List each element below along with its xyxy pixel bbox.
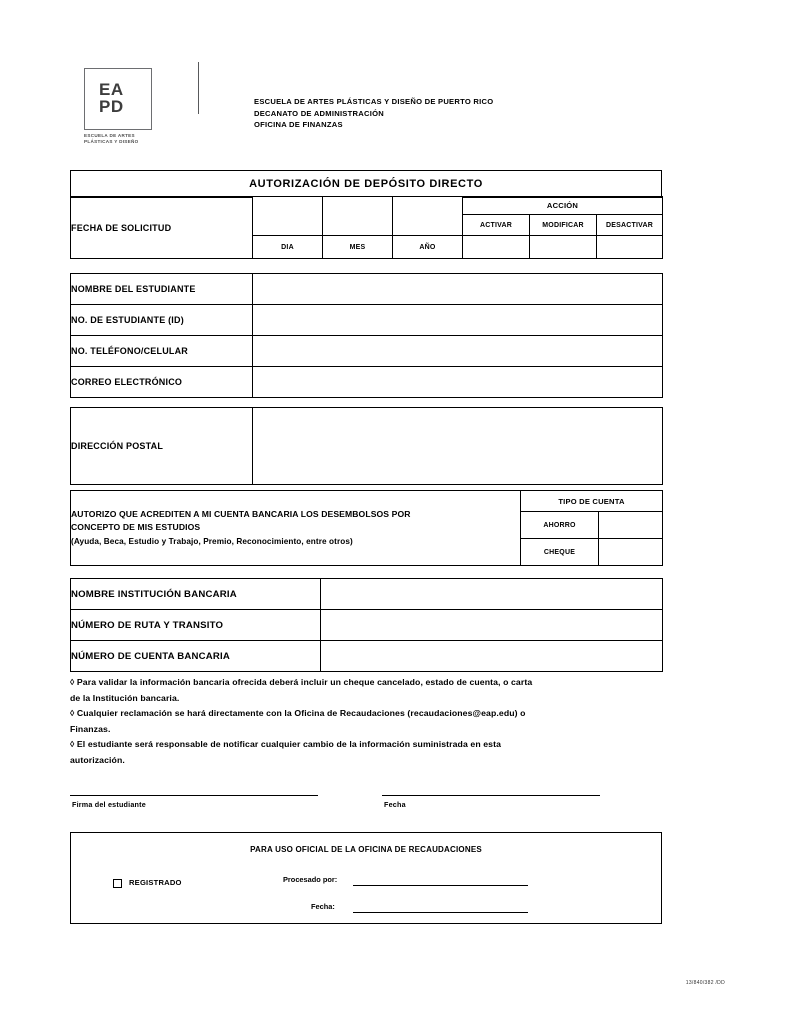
table-row — [71, 336, 663, 367]
table-row — [71, 305, 663, 336]
registrado-checkbox[interactable] — [113, 879, 122, 888]
year-input[interactable] — [393, 197, 463, 236]
student-name-input[interactable] — [253, 274, 663, 305]
account-number-input[interactable] — [321, 641, 663, 672]
account-number-label: NÚMERO DE CUENTA BANCARIA — [71, 641, 321, 672]
account-type-cheque-checkbox[interactable] — [599, 539, 663, 566]
org-line-1: ESCUELA DE ARTES PLÁSTICAS Y DISEÑO DE PUERTO RICO — [254, 97, 494, 106]
postal-address-label: DIRECCIÓN POSTAL — [71, 408, 253, 485]
note-line-6: autorización. — [70, 754, 125, 765]
date-line[interactable] — [382, 795, 600, 796]
accion-desactivar-checkbox[interactable] — [597, 236, 663, 259]
student-phone-input[interactable] — [253, 336, 663, 367]
student-phone-label: NO. TELÉFONO/CELULAR — [71, 336, 253, 367]
logo-caption-line2: PLÁSTICAS Y DISEÑO — [84, 139, 139, 144]
official-use-title: PARA USO OFICIAL DE LA OFICINA DE RECAUDACIONES — [250, 845, 482, 854]
table-row — [71, 641, 663, 672]
table-row — [71, 610, 663, 641]
routing-number-input[interactable] — [321, 610, 663, 641]
month-column-label: MES — [323, 236, 393, 259]
request-date-label: FECHA DE SOLICITUD — [71, 197, 253, 259]
student-id-label: NO. DE ESTUDIANTE (ID) — [71, 305, 253, 336]
note-line-3: ◊ Cualquier reclamación se hará directamente con la Oficina de Recaudaciones (recaudaciones@eap.edu) o — [70, 708, 526, 718]
official-fecha-line[interactable] — [353, 912, 528, 913]
logo-letters-line1: EA — [99, 80, 124, 99]
note-line-5: ◊ El estudiante será responsable de notificar cualquier cambio de la información suministrada en esta — [70, 739, 502, 749]
table-row — [71, 579, 663, 610]
student-email-label: CORREO ELECTRÓNICO — [71, 367, 253, 398]
footer-document-code: 13/840/382 /DD — [685, 980, 725, 986]
eapd-logo — [84, 68, 170, 145]
org-line-3: OFICINA DE FINANZAS — [254, 120, 343, 129]
bank-name-input[interactable] — [321, 579, 663, 610]
official-fecha-label: Fecha: — [311, 902, 335, 911]
procesado-por-label: Procesado por: — [283, 875, 338, 884]
student-info-table — [70, 273, 663, 398]
authorization-line-1: AUTORIZO QUE ACREDITEN A MI CUENTA BANCARIA LOS DESEMBOLSOS POR — [71, 508, 411, 519]
request-date-table — [70, 196, 663, 259]
table-row — [71, 408, 663, 485]
table-row — [71, 274, 663, 305]
form-title: AUTORIZACIÓN DE DEPÓSITO DIRECTO — [71, 171, 662, 198]
logo-box-icon — [84, 68, 152, 130]
logo-letters — [99, 81, 124, 115]
accion-option-modificar: MODIFICAR — [530, 215, 597, 236]
accion-header: ACCIÓN — [463, 197, 663, 215]
note-line-4: Finanzas. — [70, 723, 111, 734]
logo-letters-line2: PD — [99, 97, 124, 116]
logo-caption-line1: ESCUELA DE ARTES — [84, 133, 135, 138]
logo-divider — [198, 62, 199, 114]
routing-number-label: NÚMERO DE RUTA Y TRANSITO — [71, 610, 321, 641]
note-line-1: ◊ Para validar la información bancaria ofrecida deberá incluir un cheque cancelado, estado de cuenta, o carta — [70, 677, 533, 687]
authorization-line-3: (Ayuda, Beca, Estudio y Trabajo, Premio, Reconocimiento, entre otros) — [71, 536, 353, 546]
note-line-2: de la Institución bancaria. — [70, 692, 180, 703]
signature-line[interactable] — [70, 795, 318, 796]
procesado-por-line[interactable] — [353, 885, 528, 886]
signature-label: Firma del estudiante — [72, 800, 146, 809]
registrado-label: REGISTRADO — [129, 878, 182, 887]
student-id-input[interactable] — [253, 305, 663, 336]
table-row — [71, 367, 663, 398]
org-line-2: DECANATO DE ADMINISTRACIÓN — [254, 108, 384, 118]
account-type-header: TIPO DE CUENTA — [521, 491, 663, 512]
bank-name-label: NOMBRE INSTITUCIÓN BANCARIA — [71, 579, 321, 610]
student-name-label: NOMBRE DEL ESTUDIANTE — [71, 274, 253, 305]
account-type-ahorro-checkbox[interactable] — [599, 512, 663, 539]
day-column-label: DIA — [253, 236, 323, 259]
official-use-box — [70, 832, 662, 924]
form-title-box — [70, 170, 662, 198]
postal-address-input[interactable] — [253, 408, 663, 485]
authorization-table — [70, 490, 663, 566]
accion-activar-checkbox[interactable] — [463, 236, 530, 259]
document-header — [70, 68, 720, 145]
student-email-input[interactable] — [253, 367, 663, 398]
postal-address-table — [70, 407, 663, 485]
authorization-line-2: CONCEPTO DE MIS ESTUDIOS — [71, 522, 201, 533]
organization-lines — [254, 96, 493, 131]
account-type-cheque-label: CHEQUE — [521, 539, 599, 566]
logo-caption — [84, 133, 176, 145]
year-column-label: AÑO — [393, 236, 463, 259]
form-notes — [70, 675, 670, 768]
authorization-statement — [71, 491, 521, 566]
day-input[interactable] — [253, 197, 323, 236]
accion-modificar-checkbox[interactable] — [530, 236, 597, 259]
accion-option-desactivar: DESACTIVAR — [597, 215, 663, 236]
accion-option-activar: ACTIVAR — [463, 215, 530, 236]
month-input[interactable] — [323, 197, 393, 236]
bank-info-table — [70, 578, 663, 672]
account-type-ahorro-label: AHORRO — [521, 512, 599, 539]
date-label: Fecha — [384, 800, 406, 809]
